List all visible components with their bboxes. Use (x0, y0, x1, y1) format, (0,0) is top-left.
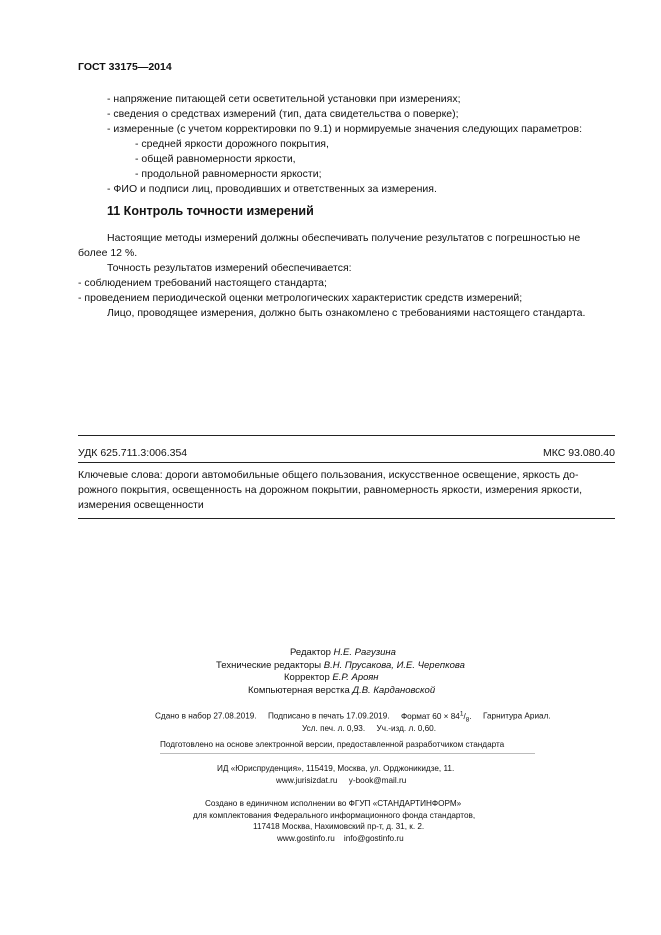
imprint-print-sheets: Усл. печ. л. 0,93. (302, 724, 366, 733)
keywords-line: Ключевые слова: дороги автомобильные общего пользования, искусственное освещение, яркость до- (78, 469, 579, 481)
section-heading: 11 Контроль точности измерений (107, 204, 314, 218)
publisher-address: ИД «Юриспруденция», 115419, Москва, ул. Орджоникидзе, 11. (217, 764, 455, 773)
keywords-line: рожного покрытия, освещенность на дорожном покрытии, равномерность яркости, измерения яркости, (78, 484, 582, 496)
paragraph-line: более 12 %. (78, 247, 138, 259)
list-item: - сведения о средствах измерений (тип, дата свидетельства о поверке); (107, 108, 459, 120)
producer-line: Создано в единичном исполнении во ФГУП «СТАНДАРТИНФОРМ» (205, 799, 462, 808)
udk-code: УДК 625.711.3:006.354 (78, 447, 188, 459)
credit-label: Компьютерная верстка (248, 685, 350, 696)
list-subitem: - общей равномерности яркости, (135, 153, 296, 165)
producer-line: для комплектования Федерального информационного фонда стандартов, (193, 811, 476, 820)
imprint-font: Гарнитура Ариал. (483, 711, 551, 721)
list-item: - ФИО и подписи лиц, проводивших и ответственных за измерения. (107, 183, 437, 195)
credit-label: Корректор (284, 672, 330, 683)
producer-address: 117418 Москва, Нахимовский пр-т, д. 31, к. 2. (253, 822, 425, 831)
list-item: - напряжение питающей сети осветительной установки при измерениях; (107, 93, 461, 105)
credit-label: Технические редакторы (216, 660, 322, 671)
divider (78, 462, 615, 463)
publisher-email: y-book@mail.ru (348, 776, 407, 785)
producer-email: info@gostinfo.ru (343, 834, 404, 843)
credit-name: Д.В. Кардановской (352, 685, 436, 696)
list-item: - соблюдением требований настоящего стандарта; (78, 277, 327, 289)
list-item: - проведением периодической оценки метрологических характеристик средств измерений; (78, 292, 523, 304)
divider (78, 435, 615, 436)
mks-code: МКС 93.080.40 (543, 447, 615, 459)
list-item: - измеренные (с учетом корректировки по 9.1) и нормируемые значения следующих параметров: (107, 123, 582, 135)
credit-name: В.Н. Прусакова, И.Е. Черепкова (323, 660, 465, 671)
paragraph: Лицо, проводящее измерения, должно быть ознакомлено с требованиями настоящего стандарта. (107, 307, 586, 319)
imprint-format: Формат $60 \times 84^1/_8$. (400, 710, 472, 724)
credit-name: Е.Р. Ароян (332, 672, 379, 683)
prepared-note: Подготовлено на основе электронной версии, предоставленной разработчиком стандарта (160, 740, 505, 749)
paragraph-line: Настоящие методы измерений должны обеспечивать получение результатов с погрешностью не (107, 232, 581, 244)
imprint-line (155, 710, 551, 723)
divider (78, 518, 615, 519)
standard-code: ГОСТ 33175—2014 (78, 61, 172, 73)
producer-contacts (277, 834, 404, 843)
list-subitem: - средней яркости дорожного покрытия, (135, 138, 329, 150)
imprint-line (302, 724, 436, 733)
list-subitem: - продольной равномерности яркости; (135, 168, 322, 180)
producer-site: www.gostinfo.ru (277, 834, 335, 843)
keywords-line: измерения освещенности (78, 499, 204, 511)
divider (160, 753, 535, 754)
credit-layout (248, 685, 435, 696)
imprint-typeset-date: Сдано в набор 27.08.2019. (155, 711, 257, 721)
credit-name: Н.Е. Рагузина (333, 647, 396, 658)
publisher-site: www.jurisizdat.ru (276, 776, 338, 785)
paragraph: Точность результатов измерений обеспечивается: (107, 262, 352, 274)
credit-label: Редактор (290, 647, 331, 658)
publisher-contacts (276, 776, 406, 785)
imprint-edit-sheets: Уч.-изд. л. 0,60. (376, 724, 436, 733)
imprint-print-date: Подписано в печать 17.09.2019. (268, 711, 390, 721)
credit-corrector (284, 672, 379, 683)
credit-editor (290, 647, 396, 658)
credit-tech-editors (216, 660, 465, 671)
